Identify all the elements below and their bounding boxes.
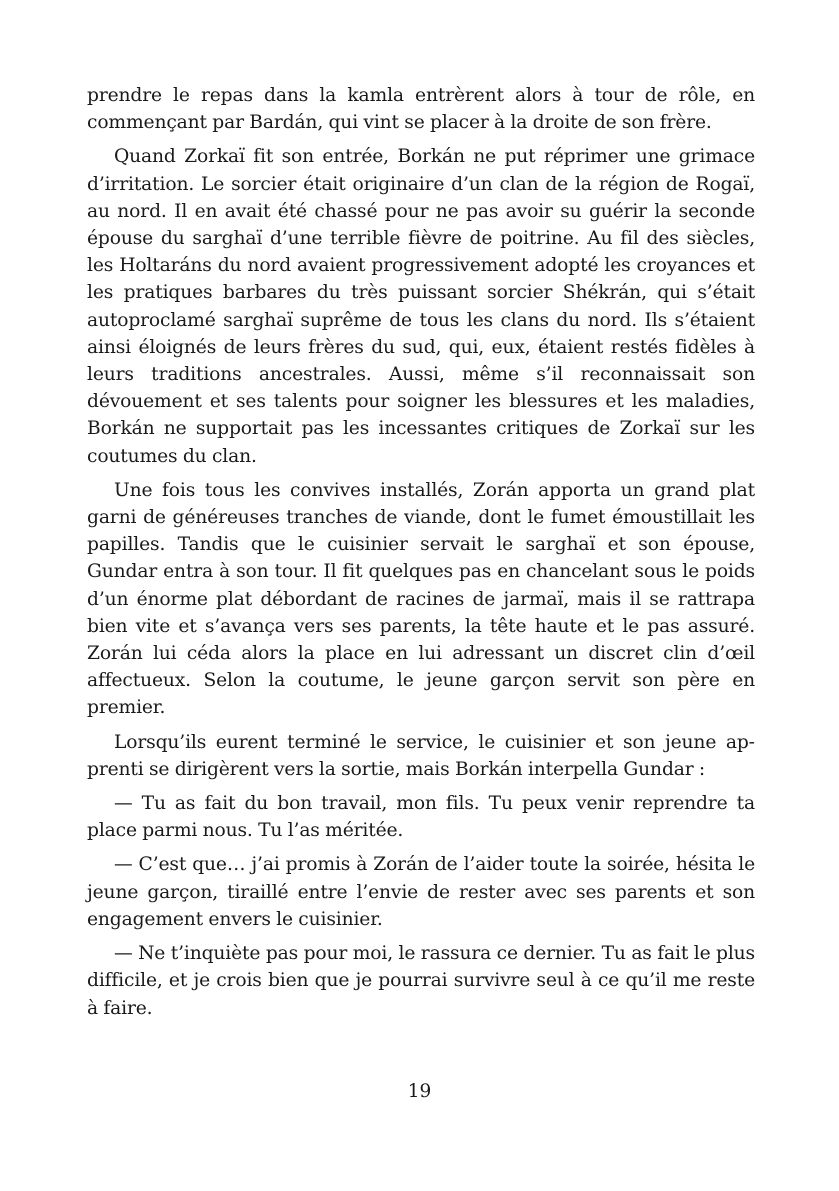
dialogue-line: — Ne t’inquiète pas pour moi, le rassura ce dernier. Tu as fait le plus difficile, et je crois bien que je pourrai survivre seul à ce qu’il me reste à faire. — [87, 943, 755, 1019]
page-number: 19 — [407, 1081, 432, 1102]
paragraph: Une fois tous les convives installés, Zorán apporta un grand plat garni de généreuses tranches de viande, dont le fumet émoustillait les papilles. Tandis que le cuisinier servait le sarghaï et son épouse, Gundar entra à son tour. Il fit quelques pas en chancelant sous le poids d’un énorme plat débordant de racines de jarmaï, mais il se rattrapa bien vite et s’avança vers ses parents, la tête haute et le pas assuré. Zorán lui céda alors la place en lui adressant un discret clin d’œil affectueux. Selon la coutume, le jeune garçon servit son père en premier. — [87, 479, 755, 719]
body-text — [87, 82, 755, 1029]
paragraph: Lorsqu’ils eurent terminé le service, le cuisinier et son jeune apprenti se dirigèrent vers la sortie, mais Borkán interpella Gundar : — [87, 731, 755, 780]
paragraph: Quand Zorkaï fit son entrée, Borkán ne put réprimer une grimace d’irritation. Le sorcier était originaire d’un clan de la région de Rogaï, au nord. Il en avait été chassé pour ne pas avoir su guérir la seconde épouse du sarghaï d’une terrible fièvre de poitrine. Au fil des siècles, les Holtaráns du nord avaient progressivement adopté les croyances et les pratiques barbares du très puissant sorcier Shékrán, qui s’était autoproclamé sarghaï suprême de tous les clans du nord. Ils s’étaient ainsi éloignés de leurs frères du sud, qui, eux, étaient restés fidèles à leurs traditions ancestrales. Aussi, même s’il reconnaissait son dévouement et ses talents pour soigner les blessures et les maladies, Borkán ne supportait pas les incessantes critiques de Zorkaï sur les coutumes du clan. — [87, 146, 755, 467]
dialogue-line: — C’est que… j’ai promis à Zorán de l’aider toute la soirée, hésita le jeune garçon, tiraillé entre l’envie de rester avec ses parents et son engagement envers le cuisinier. — [87, 854, 755, 930]
dialogue-line: — Tu as fait du bon travail, mon fils. Tu peux venir reprendre ta place parmi nous. Tu l’as méritée. — [87, 793, 755, 842]
paragraph-continuation: prendre le repas dans la kamla entrèrent alors à tour de rôle, en commençant par Bardán, qui vint se placer à la droite de son frère. — [87, 85, 755, 134]
